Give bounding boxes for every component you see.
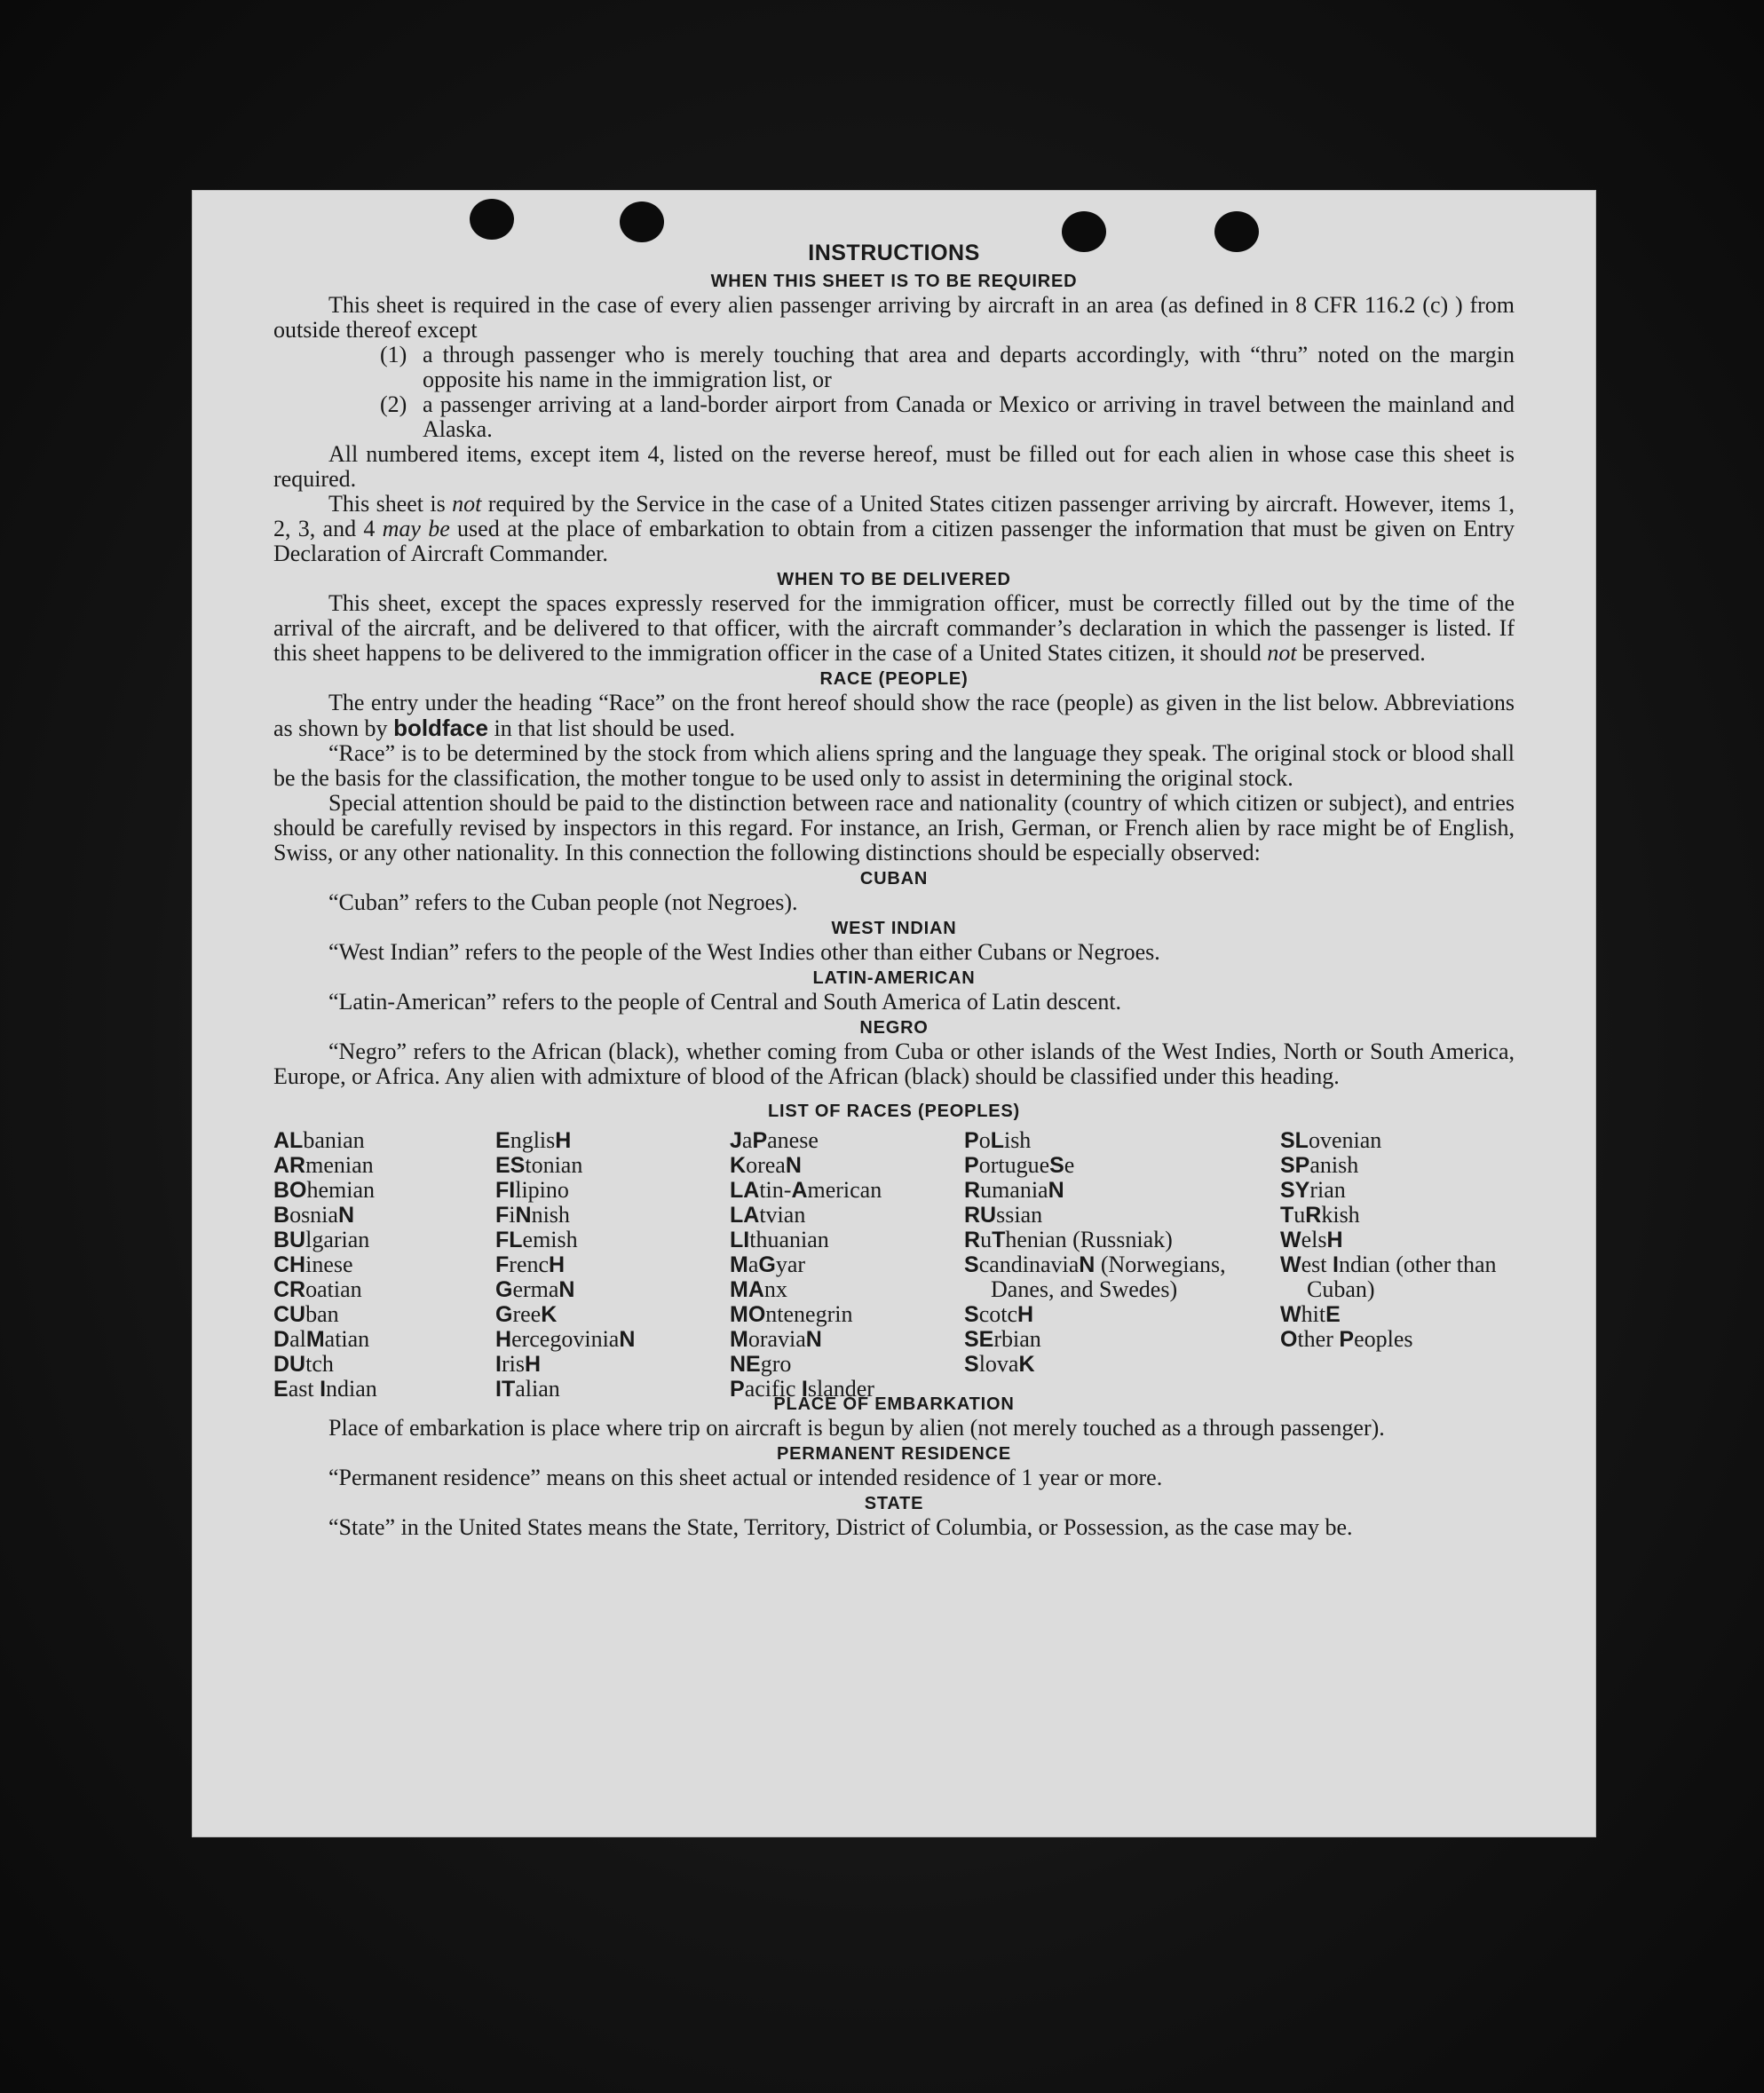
race-text: kish — [1321, 1202, 1360, 1228]
heading-embarkation: PLACE OF EMBARKATION — [773, 1394, 1015, 1414]
race-text: u — [980, 1227, 993, 1252]
race-abbreviation: R — [964, 1178, 981, 1203]
race-abbreviation: H — [555, 1128, 572, 1153]
race-abbreviation: E — [273, 1377, 289, 1402]
document-sheet — [192, 190, 1596, 1837]
race-text: ish — [1003, 1127, 1032, 1153]
race-abbreviation: L — [990, 1128, 1004, 1153]
race-entry — [730, 1327, 956, 1352]
race-text: alian — [515, 1376, 560, 1402]
race-text: atian — [324, 1326, 370, 1352]
race-text: tin- — [759, 1177, 792, 1203]
race-text: thuanian — [749, 1227, 829, 1252]
race-abbreviation: N — [785, 1153, 802, 1178]
race-entry — [1280, 1178, 1515, 1203]
race-entry — [730, 1352, 956, 1377]
race-text: ercegovinia — [511, 1326, 620, 1352]
race-abbreviation: W — [1280, 1252, 1301, 1277]
instructions-content — [273, 240, 1515, 1540]
race-text: hit — [1301, 1301, 1326, 1327]
race-abbreviation: F — [495, 1203, 510, 1228]
race-abbreviation: H — [495, 1327, 512, 1352]
paragraph-when-delivered — [273, 591, 1515, 666]
race-text: ovenian — [1308, 1127, 1382, 1153]
heading-state: STATE — [864, 1494, 924, 1513]
item-number: (2) — [380, 391, 407, 417]
race-text: emish — [522, 1227, 578, 1252]
race-text: banian — [303, 1127, 365, 1153]
race-text: cotc — [978, 1301, 1017, 1327]
race-entry — [730, 1302, 956, 1327]
race-entry — [730, 1128, 956, 1153]
race-abbreviation: N — [619, 1327, 636, 1352]
race-text: u — [1293, 1202, 1306, 1228]
paragraph-state: “State” in the United States means the State, Territory, District of Columbia, or Possession, as the case may be. — [328, 1514, 1353, 1540]
race-entry — [495, 1228, 717, 1252]
race-text: oravia — [748, 1326, 806, 1352]
emphasis-may-be: may be — [382, 516, 450, 541]
race-abbreviation: B — [273, 1203, 290, 1228]
paragraph-permanent-residence: “Permanent residence” means on this sheet actual or intended residence of 1 year or more. — [328, 1465, 1163, 1490]
paragraph-when-required: This sheet is required in the case of every alien passenger arriving by aircraft in an area (as defined in 8 CFR 116.2 (c) ) from outside thereof except — [273, 292, 1515, 343]
race-text: renc — [509, 1252, 550, 1277]
punch-hole-2 — [620, 201, 664, 242]
race-text: ndian — [326, 1376, 377, 1402]
race-abbreviation: P — [964, 1153, 979, 1178]
race-text: lova — [978, 1351, 1019, 1377]
race-abbreviation: LI — [730, 1228, 750, 1252]
race-abbreviation: N — [558, 1277, 575, 1302]
race-abbreviation: DU — [273, 1352, 306, 1377]
text-run: in that list should be used. — [487, 715, 736, 741]
race-abbreviation: AL — [273, 1128, 304, 1153]
race-text: a — [748, 1252, 759, 1277]
race-abbreviation: H — [524, 1352, 542, 1377]
race-text: orea — [746, 1152, 786, 1178]
race-abbreviation: S — [964, 1352, 979, 1377]
race-abbreviation: R — [964, 1228, 981, 1252]
race-abbreviation: I — [801, 1377, 808, 1402]
race-text: candinavia — [978, 1252, 1080, 1277]
paragraph-citizen — [273, 492, 1515, 566]
paragraph-race-entry — [273, 691, 1515, 741]
race-abbreviation: I — [320, 1377, 327, 1402]
race-abbreviation: K — [541, 1302, 558, 1327]
race-entry — [273, 1203, 486, 1228]
race-entry — [730, 1228, 956, 1252]
item-number: (1) — [380, 342, 407, 367]
race-abbreviation: S — [964, 1252, 979, 1277]
race-text: ortugue — [978, 1152, 1050, 1178]
race-entry — [495, 1277, 717, 1302]
race-text: acific — [744, 1376, 802, 1402]
heading-permanent-residence: PERMANENT RESIDENCE — [776, 1444, 1012, 1464]
race-abbreviation: SL — [1280, 1128, 1309, 1153]
race-text: menian — [305, 1152, 374, 1178]
race-abbreviation: ES — [495, 1153, 526, 1178]
race-abbreviation: M — [305, 1327, 325, 1352]
text-run: used at the place of embarkation to obtain from a citizen passenger the information that must be given on Entry Declaration of Aircraft Commander. — [273, 516, 1515, 566]
text-run: required by the Service in the case of a United States citizen passenger arriving by aircraft. However, items 1, 2, 3, and 4 — [273, 491, 1515, 541]
item-text: a through passenger who is merely touching that area and departs accordingly, with “thru” noted on the margin opposite his name in the immigration list, or — [423, 342, 1515, 392]
paragraph-west-indian: “West Indian” refers to the people of the West Indies other than either Cubans or Negroes. — [328, 939, 1160, 965]
text-run: This sheet is — [328, 491, 453, 517]
heading-latin-american: LATIN-AMERICAN — [812, 968, 976, 988]
race-text: nglis — [510, 1127, 556, 1153]
race-entry — [730, 1203, 956, 1228]
race-abbreviation: NE — [730, 1352, 761, 1377]
race-entry — [964, 1153, 1241, 1178]
race-abbreviation: K — [1018, 1352, 1035, 1377]
race-abbreviation: LA — [730, 1203, 760, 1228]
race-abbreviation: CH — [273, 1252, 306, 1277]
race-abbreviation: RU — [964, 1203, 997, 1228]
race-abbreviation: BU — [273, 1228, 306, 1252]
race-entry — [730, 1153, 956, 1178]
paragraph-negro: “Negro” refers to the African (black), whether coming from Cuba or other islands of the West Indies, North or South America, Europe, or Africa. Any alien with admixture of blood of the African (black) should be classified under this heading. — [273, 1039, 1515, 1089]
race-abbreviation: H — [1326, 1228, 1343, 1252]
race-entry — [964, 1327, 1241, 1352]
race-text: o — [978, 1127, 991, 1153]
paragraph-race-stock: “Race” is to be determined by the stock from which aliens spring and the language they speak. The original stock or blood shall be the basis for the classification, the mother tongue to be used only to assist in determining the original stock. — [273, 740, 1515, 791]
text-run: This sheet, except the spaces expressly reserved for the immigration officer, must be correctly filled out by the time of the arrival of the aircraft, and be delivered to that officer, with the aircraft commander’s declaration in which the passenger is listed. If this sheet happens to be delivered to the immigration officer in the case of a United States citizen, it should — [273, 590, 1515, 666]
race-abbreviation: H — [549, 1252, 566, 1277]
race-entry — [495, 1377, 717, 1402]
race-text: ndian (other than Cuban) — [1307, 1252, 1497, 1302]
item-text: a passenger arriving at a land-border airport from Canada or Mexico or arriving in travel between the mainland and Alaska. — [423, 391, 1515, 442]
race-abbreviation: N — [515, 1203, 532, 1228]
race-entry — [495, 1203, 717, 1228]
race-entry — [495, 1302, 717, 1327]
race-entry — [273, 1178, 486, 1203]
race-text: nish — [531, 1202, 570, 1228]
race-text: al — [289, 1326, 306, 1352]
race-entry — [273, 1302, 486, 1327]
race-entry — [495, 1252, 717, 1277]
race-entry — [964, 1203, 1241, 1228]
race-entry — [964, 1302, 1241, 1327]
race-abbreviation: R — [1305, 1203, 1322, 1228]
race-entry — [964, 1128, 1241, 1153]
race-text: e — [1064, 1152, 1075, 1178]
race-text: ast — [288, 1376, 320, 1402]
race-abbreviation: G — [758, 1252, 776, 1277]
race-entry — [964, 1352, 1241, 1377]
races-column-4 — [964, 1128, 1241, 1377]
race-text: tch — [305, 1351, 334, 1377]
race-abbreviation: M — [730, 1327, 748, 1352]
race-abbreviation: MA — [730, 1277, 764, 1302]
race-abbreviation: T — [1280, 1203, 1294, 1228]
race-abbreviation: P — [964, 1128, 979, 1153]
race-abbreviation: SE — [964, 1327, 994, 1352]
race-abbreviation: G — [495, 1277, 513, 1302]
race-abbreviation: N — [1079, 1252, 1096, 1277]
race-abbreviation: FI — [495, 1178, 516, 1203]
race-abbreviation: S — [1049, 1153, 1064, 1178]
race-abbreviation: LA — [730, 1178, 760, 1203]
race-text: tvian — [759, 1202, 806, 1228]
race-abbreviation: J — [730, 1128, 742, 1153]
emphasis-not: not — [452, 491, 482, 517]
boldface-word: boldface — [393, 715, 488, 741]
race-abbreviation: H — [1017, 1302, 1034, 1327]
race-text: henian (Russniak) — [1005, 1227, 1173, 1252]
race-text: merican — [807, 1177, 882, 1203]
emphasis-not: not — [1267, 640, 1297, 666]
race-entry — [495, 1352, 717, 1377]
race-abbreviation: E — [1325, 1302, 1341, 1327]
race-entry — [273, 1128, 486, 1153]
race-text: anese — [767, 1127, 819, 1153]
text-run: The entry under the heading “Race” on the front hereof should show the race (people) as given in the list below. Abbreviations as shown by — [273, 690, 1515, 741]
race-abbreviation: N — [1048, 1178, 1064, 1203]
race-abbreviation: E — [495, 1128, 510, 1153]
punch-hole-1 — [470, 199, 514, 240]
race-text: (Norwegians, Danes, and Swedes) — [991, 1252, 1226, 1302]
race-abbreviation: P — [752, 1128, 768, 1153]
race-entry — [1280, 1153, 1515, 1178]
race-text: umania — [980, 1177, 1048, 1203]
race-abbreviation: M — [730, 1252, 748, 1277]
race-text: ther — [1297, 1326, 1340, 1352]
race-entry — [273, 1377, 486, 1402]
race-abbreviation: D — [273, 1327, 290, 1352]
race-text: eoples — [1354, 1326, 1413, 1352]
heading-cuban: CUBAN — [859, 869, 929, 889]
race-abbreviation: F — [495, 1252, 510, 1277]
race-entry — [1280, 1203, 1515, 1228]
heading-race: RACE (PEOPLE) — [819, 669, 969, 689]
race-text: inese — [305, 1252, 353, 1277]
race-abbreviation: G — [495, 1302, 513, 1327]
race-entry — [964, 1228, 1241, 1252]
race-abbreviation: W — [1280, 1228, 1301, 1252]
races-list — [273, 1127, 1515, 1402]
race-abbreviation: I — [495, 1352, 502, 1377]
race-entry — [1280, 1128, 1515, 1153]
race-abbreviation: I — [1333, 1252, 1339, 1277]
race-entry — [730, 1178, 956, 1203]
paragraph-cuban: “Cuban” refers to the Cuban people (not Negroes). — [328, 889, 798, 915]
text-run: be preserved. — [1296, 640, 1426, 666]
race-text: yar — [775, 1252, 806, 1277]
race-text: lgarian — [305, 1227, 370, 1252]
race-abbreviation: T — [992, 1228, 1006, 1252]
race-abbreviation: IT — [495, 1377, 516, 1402]
race-abbreviation: O — [1280, 1327, 1298, 1352]
race-text: rian — [1309, 1177, 1346, 1203]
race-text: ssian — [996, 1202, 1043, 1228]
race-abbreviation: W — [1280, 1302, 1301, 1327]
race-text: lipino — [515, 1177, 569, 1203]
race-text: rbian — [993, 1326, 1041, 1352]
race-entry — [273, 1277, 486, 1302]
race-abbreviation: FL — [495, 1228, 523, 1252]
race-abbreviation: P — [730, 1377, 745, 1402]
race-entry — [273, 1153, 486, 1178]
race-text: ntenegrin — [765, 1301, 853, 1327]
heading-when-required: WHEN THIS SHEET IS TO BE REQUIRED — [710, 272, 1078, 291]
page-title: INSTRUCTIONS — [808, 241, 980, 265]
heading-negro: NEGRO — [859, 1018, 929, 1038]
race-text: est — [1301, 1252, 1333, 1277]
race-entry — [495, 1153, 717, 1178]
race-abbreviation: CU — [273, 1302, 306, 1327]
race-text: hemian — [306, 1177, 376, 1203]
race-text: osnia — [289, 1202, 338, 1228]
heading-when-delivered: WHEN TO BE DELIVERED — [777, 570, 1011, 589]
race-entry — [495, 1178, 717, 1203]
race-entry — [495, 1327, 717, 1352]
race-entry — [730, 1377, 956, 1402]
paragraph-latin-american: “Latin-American” refers to the people of Central and South America of Latin descent. — [328, 989, 1122, 1015]
heading-west-indian: WEST INDIAN — [831, 919, 957, 938]
race-entry — [730, 1277, 956, 1302]
race-entry — [273, 1252, 486, 1277]
race-abbreviation: MO — [730, 1302, 766, 1327]
heading-list-of-races: LIST OF RACES (PEOPLES) — [768, 1102, 1020, 1121]
race-text: a — [741, 1127, 753, 1153]
race-entry — [1280, 1302, 1515, 1327]
race-abbreviation: BO — [273, 1178, 307, 1203]
race-abbreviation: AR — [273, 1153, 306, 1178]
race-abbreviation: S — [964, 1302, 979, 1327]
race-abbreviation: SY — [1280, 1178, 1310, 1203]
exception-item-2 — [380, 392, 1515, 442]
race-entry — [273, 1228, 486, 1252]
race-text: erma — [512, 1276, 559, 1302]
race-abbreviation: SP — [1280, 1153, 1310, 1178]
paragraph-embarkation: Place of embarkation is place where trip on aircraft is begun by alien (not merely touched as a through passenger). — [328, 1415, 1385, 1441]
race-entry — [273, 1327, 486, 1352]
exception-item-1 — [380, 343, 1515, 392]
race-text: ban — [305, 1301, 339, 1327]
race-text: ris — [501, 1351, 525, 1377]
races-column-1 — [273, 1128, 486, 1402]
race-entry — [730, 1252, 956, 1277]
race-abbreviation: P — [1339, 1327, 1355, 1352]
race-text: tonian — [525, 1152, 583, 1178]
races-column-3 — [730, 1128, 956, 1402]
race-text: ree — [512, 1301, 542, 1327]
race-entry — [1280, 1252, 1515, 1302]
race-text: slander — [807, 1376, 874, 1402]
race-abbreviation: N — [805, 1327, 822, 1352]
paragraph-race-nationality: Special attention should be paid to the distinction between race and nationality (country of which citizen or subject), and entries should be carefully revised by inspectors in this regard. For instance, an Irish, German, or French alien by race might be of English, Swiss, or any other nationality. In this connection the following distinctions should be especially observed: — [273, 790, 1515, 865]
race-text: i — [509, 1202, 516, 1228]
race-abbreviation: N — [337, 1203, 355, 1228]
races-column-5 — [1280, 1128, 1515, 1352]
race-entry — [1280, 1327, 1515, 1352]
race-text: anish — [1309, 1152, 1359, 1178]
race-abbreviation: CR — [273, 1277, 306, 1302]
race-text: gro — [760, 1351, 792, 1377]
race-entry — [964, 1178, 1241, 1203]
race-text: els — [1301, 1227, 1327, 1252]
race-entry — [1280, 1228, 1515, 1252]
races-column-2 — [495, 1128, 717, 1402]
race-abbreviation: K — [730, 1153, 747, 1178]
race-entry — [964, 1252, 1241, 1302]
paragraph-numbered-items: All numbered items, except item 4, listed on the reverse hereof, must be filled out for each alien in whose case this sheet is required. — [273, 441, 1515, 492]
race-abbreviation: A — [791, 1178, 808, 1203]
race-text: oatian — [305, 1276, 362, 1302]
race-text: nx — [763, 1276, 787, 1302]
race-entry — [495, 1128, 717, 1153]
race-entry — [273, 1352, 486, 1377]
